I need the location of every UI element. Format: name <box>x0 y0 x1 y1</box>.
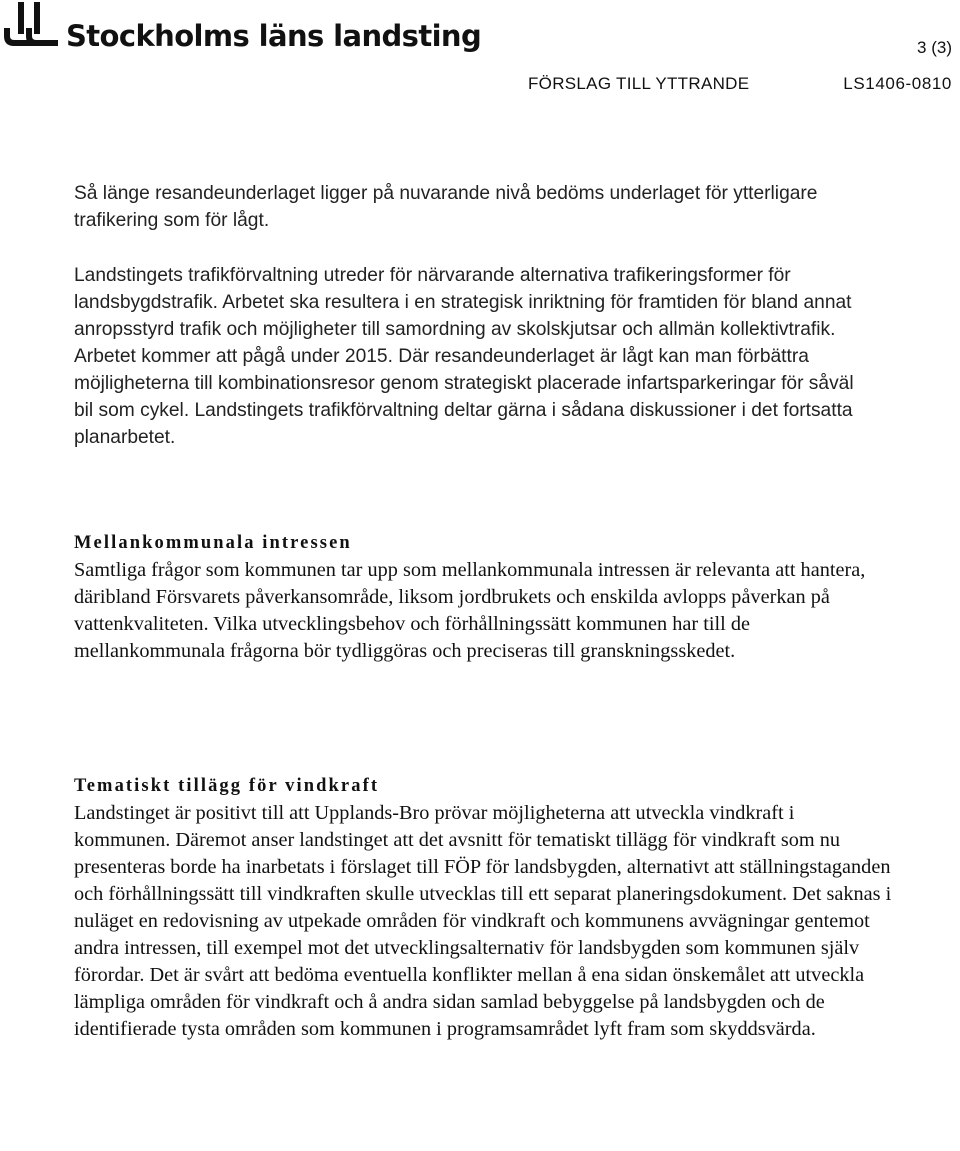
section-tematiskt-tillagg-vindkraft <box>74 773 894 1043</box>
organization-name: Stockholms läns landsting <box>66 19 482 53</box>
section-text: Landstinget är positivt till att Upplands-Bro prövar möjligheterna att utveckla vindkraft i kommunen. Däremot anser landstinget att det avsnitt för tematiskt tillägg för vindkraft som nu presenteras borde ha inarbetats i förslaget till FÖP för landsbygden, alternativt att ställningstaganden och förhållningssätt till vindkraften skulle utvecklas till ett separat planeringsdokument. Det saknas i nuläget en redovisning av utpekade områden för vindkraft och kommunens avvägningar gentemot andra intressen, till exempel mot det utvecklingsalternativ för landsbygden som kommunen själv förordar. Det är svårt att bedöma eventuella konflikter mellan å ena sidan önskemålet att utveckla lämpliga områden för vindkraft och å andra sidan samlad bebyggelse på landsbygden och de identifierade tysta områden som kommunen i programsamrådet lyft fram som skyddsvärda. <box>74 802 892 1040</box>
paragraph-trafikforvaltning: Landstingets trafikförvaltning utreder för närvarande alternativa trafikeringsformer för landsbygdstrafik. Arbetet ska resultera i en strategisk inriktning för framtiden för bland annat anropsstyrd trafik och möjligheter till samordning av skolskjutsar och allmän kollektivtrafik. Arbetet kommer att pågå under 2015. Där resandeunderlaget är lågt kan man förbättra möjligheterna till kombinationsresor genom strategiskt placerade infartsparkeringar för såväl bil som cykel. Landstingets trafikförvaltning deltar gärna i sådana diskussioner i det fortsatta planarbetet. <box>74 265 854 448</box>
section-heading: Tematiskt tillägg för vindkraft <box>74 776 380 796</box>
paragraph-resandeunderlag: Så länge resandeunderlaget ligger på nuvarande nivå bedöms underlaget för ytterligare trafikering som för lågt. <box>74 183 818 231</box>
document-reference: LS1406-0810 <box>843 74 952 93</box>
sll-logo-icon <box>4 2 62 52</box>
section-heading: Mellankommunala intressen <box>74 533 352 553</box>
section-text: Samtliga frågor som kommunen tar upp som mellankommunala intressen är relevanta att hantera, däribland Försvarets påverkansområde, liksom jordbrukets och enskilda avlopps påverkan på vattenkvaliteten. Vilka utvecklingsbehov och förhållningssätt kommunen har till de mellankommunala frågorna bör tydliggöras och preciseras till granskningsskedet. <box>74 559 866 662</box>
page-number: 3 (3) <box>917 38 952 57</box>
document-type: FÖRSLAG TILL YTTRANDE <box>528 74 750 93</box>
section-mellankommunala-intressen <box>74 530 894 665</box>
